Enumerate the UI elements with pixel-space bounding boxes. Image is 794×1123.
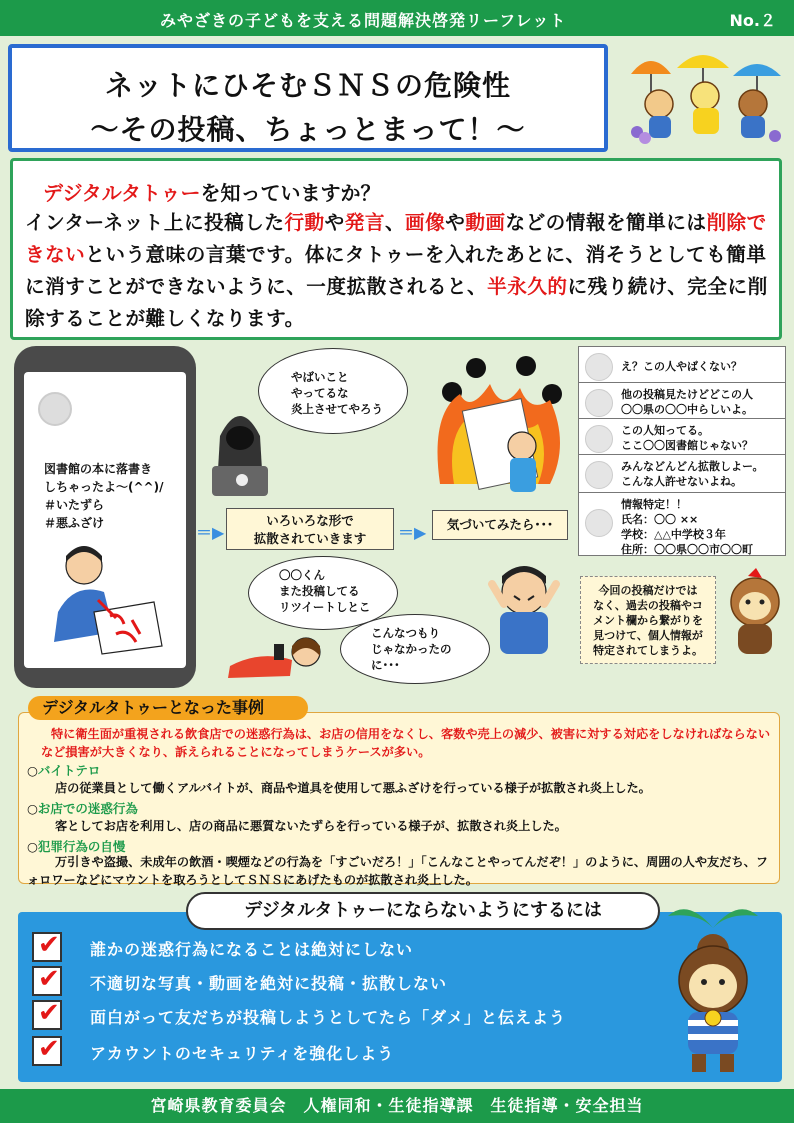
case-title-2: [27, 799, 138, 817]
cases-lead: 特に衛生面が重視される飲食店での迷惑行為は、お店の信用をなくし、客数や売上の減少、被害に対する対応をしなければならないなど損害が大きくなり、訴えられることになってしまうケースが多い。: [41, 727, 771, 759]
comment-2: [578, 382, 786, 420]
boy-drawing-in-book-illustration: [44, 542, 168, 658]
mascot-palm-character-illustration: [658, 898, 768, 1076]
intro-text: や: [445, 211, 466, 234]
page-subtitle: 〜その投稿、ちょっとまって！〜: [90, 113, 526, 146]
check-icon: ✔: [38, 998, 60, 1028]
cases-header: デジタルタトゥーとなった事例: [28, 696, 308, 720]
label-noticed: 気づいてみたら･･･: [432, 510, 568, 540]
comment-text: 情報特定！！ 氏名：〇〇 ×× 学校：△△中学校３年 住所：〇〇県〇〇市〇〇町: [621, 498, 753, 556]
comment-text: みんなどんどん拡散しよー。 こんな人許せないよね。: [621, 460, 764, 488]
intro-box: [10, 158, 782, 340]
avatar: [585, 353, 613, 381]
prevention-item-3: [32, 1000, 652, 1030]
speech-bubble-hacker: [258, 348, 408, 434]
prevention-text: 誰かの迷惑行為になることは絶対にしない: [90, 940, 414, 959]
prevention-text: アカウントのセキュリティを強化しよう: [90, 1044, 395, 1063]
arrow-icon: ＝▶: [196, 523, 225, 542]
smartphone-illustration: [14, 346, 196, 688]
issue-number: No.２: [729, 11, 776, 30]
intro-text: という意味の言葉です。体にタトゥーを入れたあとに、消そうとしても簡単に消すことができないように、一度拡散されると、: [25, 243, 767, 298]
comment-3: [578, 418, 786, 456]
intro-question-text: を知っていますか？: [200, 181, 381, 205]
intro-keyword: 動画: [465, 211, 506, 234]
bubble-text-friend: 〇〇くん また投稿してる リツイートしとこ: [279, 568, 371, 614]
intro-keyword: 行動: [284, 211, 325, 234]
comment-text: え？この人やばくない？: [621, 360, 742, 373]
intro-body: [25, 207, 773, 335]
intro-text: に残り続け、完全に削除することが難しくなります。: [25, 275, 768, 330]
case-desc-2: 客としてお店を利用し、店の商品に悪質ないたずらを行っている様子が、拡散され炎上した。: [55, 819, 567, 833]
avatar: [585, 389, 613, 417]
case-bullet: ○: [27, 801, 38, 816]
page-title: ネットにひそむＳＮＳの危険性: [104, 69, 511, 102]
prevention-item-1: [32, 932, 652, 962]
avatar: [585, 509, 613, 537]
checkbox-icon: [32, 1000, 62, 1030]
intro-question: [43, 177, 381, 206]
phone-screen: [24, 372, 186, 668]
hacker-illustration: [212, 400, 268, 500]
warning-note: 今回の投稿だけでは なく、過去の投稿やコ メント欄から繋がりを 見つけて、個人情報が 特定されてしまうよ。: [580, 576, 716, 664]
bubble-text-regret: こんなつもり じゃなかったの に･･･: [371, 626, 452, 672]
intro-keyword: 半永久的: [487, 275, 568, 298]
online-flaming-illustration: [430, 354, 570, 502]
case-bullet: ○: [27, 763, 38, 778]
header-bar: [0, 0, 794, 36]
intro-keyword: 発言: [344, 211, 385, 234]
prevention-item-4: [32, 1036, 652, 1066]
prevention-item-2: [32, 966, 652, 996]
check-icon: ✔: [38, 1034, 60, 1064]
prevention-text: 面白がって友だちが投稿しようとしてたら「ダメ」と伝えよう: [90, 1008, 567, 1027]
case-title-1: [27, 761, 100, 779]
title-box: [8, 44, 608, 152]
case-title-text: 犯罪行為の自慢: [37, 839, 126, 854]
mascot-character-illustration: [722, 568, 788, 664]
case-bullet: ○: [27, 839, 38, 854]
label-spread: いろいろな形で 拡散されていきます: [226, 508, 394, 550]
avatar: [585, 425, 613, 453]
footer-bar: 宮崎県教育委員会 人権同和・生徒指導課 生徒指導・安全担当: [0, 1089, 794, 1123]
prevention-box: [18, 912, 782, 1082]
comment-5: [578, 492, 786, 556]
case-title-text: バイトテロ: [37, 763, 101, 778]
comment-text: この人知ってる。 ここ〇〇図書館じゃない？: [621, 424, 753, 452]
intro-text: インターネット上に投稿した: [25, 211, 285, 234]
lying-girl-illustration: [220, 630, 330, 682]
worried-boy-illustration: [478, 556, 570, 656]
check-icon: ✔: [38, 964, 60, 994]
cases-box: [18, 712, 780, 887]
arrow-icon: ＝▶: [398, 523, 427, 542]
intro-keyword: 画像: [405, 211, 446, 234]
intro-question-keyword: デジタルタトゥー: [43, 181, 201, 205]
comment-4: [578, 454, 786, 494]
checkbox-icon: [32, 966, 62, 996]
checkbox-icon: [32, 1036, 62, 1066]
mascots-umbrella-illustration: [625, 46, 785, 146]
case-desc-1: 店の従業員として働くアルバイトが、商品や道具を使用して悪ふざけを行っている様子が拡散され炎上した。: [55, 781, 651, 795]
bubble-text-hacker: やばいこと やってるな 炎上させてやろう: [291, 370, 383, 416]
intro-keyword: 削除できない: [25, 211, 767, 266]
avatar: [585, 461, 613, 489]
speech-bubble-regret: [340, 614, 490, 684]
intro-text: などの情報を簡単には: [505, 211, 707, 234]
prevention-text: 不適切な写真・動画を絶対に投稿・拡散しない: [90, 974, 448, 993]
avatar: [38, 392, 72, 426]
comment-1: [578, 346, 786, 386]
check-icon: ✔: [38, 930, 60, 960]
case-title-text: お店での迷惑行為: [37, 801, 138, 816]
phone-post-text: 図書館の本に落書き しちゃったよ〜(^^)/ ＃いたずら ＃悪ふざけ: [44, 462, 164, 530]
intro-text: や: [324, 211, 345, 234]
case-desc-3: 万引きや盗撮、未成年の飲酒・喫煙などの行為を「すごいだろ！」「こんなことやってんだぞ！」のように、周囲の人や友だち、フォロワーなどにマウントを取ろうとしてＳＮＳにあげたものが拡散され炎上した。: [27, 855, 768, 887]
comment-text: 他の投稿見たけどどこの人 〇〇県の〇〇中らしいよ。: [621, 388, 753, 416]
prevention-header: デジタルタトゥーにならないようにするには: [186, 892, 660, 930]
header-title: みやざきの子どもを支える問題解決啓発リーフレット: [160, 11, 567, 30]
intro-text: 、: [384, 211, 406, 234]
checkbox-icon: [32, 932, 62, 962]
